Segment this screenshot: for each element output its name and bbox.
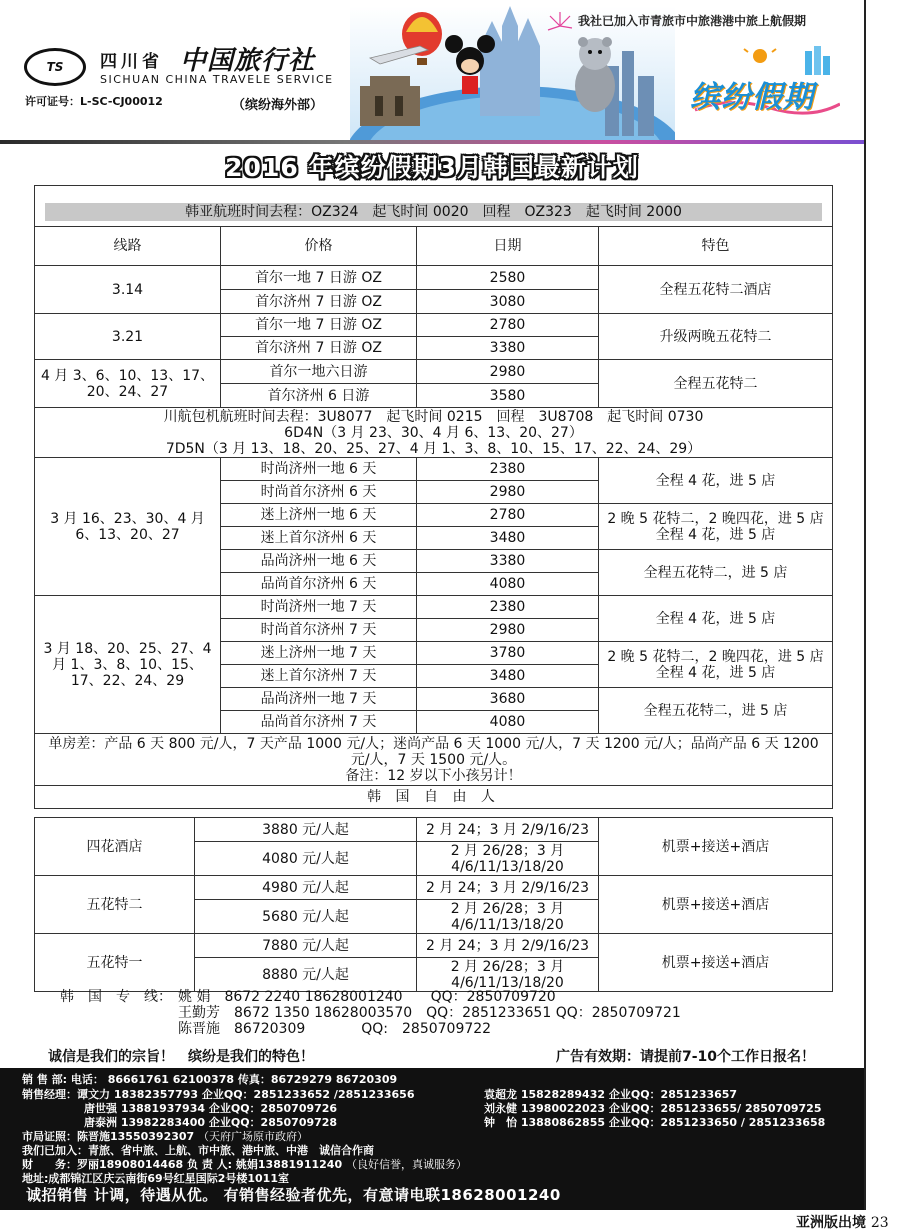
hotel-cell: 五花特一 [35,934,195,992]
contact-line: 陈晋施 86720309 QQ: 2850709722 [178,1021,492,1037]
price-cell: 3380 [417,337,599,360]
product-cell: 品尚济州一地 7 天 [221,688,417,711]
table-row [35,266,833,290]
flight-info-row [35,186,833,227]
feature-cell: 全程 4 花，进 5 店 [599,458,833,504]
product-cell: 时尚首尔济州 7 天 [221,619,417,642]
department-name: （缤纷海外部） [232,98,324,113]
mascot-bear-icon [575,37,615,112]
price-cell: 3880 元/人起 [195,818,417,842]
ad-validity-text: 广告有效期：请提前7-10个工作日报名！ [556,1049,816,1065]
price-cell: 3680 [417,688,599,711]
date-cell: 2 月 24；3 月 2/9/16/23 [417,934,599,958]
page-footer [796,1212,889,1232]
price-cell: 4980 元/人起 [195,876,417,900]
feature-cell: 全程五花特二 [599,360,833,408]
finance-contact: 财 务：罗丽18908014468 负 责 人: 姚娟13881911240 [22,1158,343,1171]
table-row [35,458,833,481]
finance-note: （良好信誉，真诚服务） [345,1158,467,1171]
date-cell: 2 月 26/28；3 月 4/6/11/13/18/20 [417,842,599,876]
route-cell: 4 月 3、6、10、13、17、20、24、27 [35,360,221,408]
table-row [35,596,833,619]
charter-flight-times: 川航包机航班时间去程：3U8077 起飞时间 0215 回程 3U8708 起飞时间 0730 [163,408,704,425]
column-header-date: 日期 [417,227,599,266]
slogan-text: 诚信是我们的宗旨！ 缤纷是我们的特色！ [48,1049,314,1065]
product-cell: 首尔济州 7 日游 OZ [221,337,417,360]
feature-cell: 2 晚 5 花特二，2 晚四花，进 5 店 全程 4 花，进 5 店 [599,642,833,688]
price-cell: 2980 [417,481,599,504]
includes-cell: 机票+接送+酒店 [599,934,833,992]
column-header-price: 价格 [221,227,417,266]
recruitment-notice: 诚招销售 计调，待遇从优。 有销售经验者优先，有意请电联18628001240 [26,1186,561,1204]
product-cell: 时尚首尔济州 6 天 [221,481,417,504]
includes-cell: 机票+接送+酒店 [599,876,833,934]
brand-logo-text: 缤纷假期 [690,80,814,115]
price-cell: 4080 [417,573,599,596]
price-cell: 4080 [417,711,599,734]
price-cell: 2980 [417,619,599,642]
price-cell: 3080 [417,290,599,314]
hotel-cell: 五花特二 [35,876,195,934]
product-cell: 时尚济州一地 6 天 [221,458,417,481]
price-cell: 2780 [417,504,599,527]
route-cell: 3.14 [35,266,221,314]
office-address: 地址:成都锦江区庆云南街69号红星国际2号楼1011室 [22,1172,289,1185]
product-cell: 时尚济州一地 7 天 [221,596,417,619]
date-cell: 2 月 24；3 月 2/9/16/23 [417,818,599,842]
sales-manager: 刘永健 13980022023 企业QQ：2851233655/ 2850709725 [484,1102,822,1115]
sales-manager: 唐世强 13881937934 企业QQ：2850709726 [84,1102,338,1115]
sales-dept-phone: 销 售 部: 电话： 86661761 62100378 传真：86729279 86720309 [22,1073,398,1086]
price-cell: 4080 元/人起 [195,842,417,876]
column-header-route: 线路 [35,227,221,266]
table-row [35,934,833,958]
feature-cell: 全程五花特二，进 5 店 [599,550,833,596]
date-cell: 2 月 26/28；3 月 4/6/11/13/18/20 [417,958,599,992]
price-cell: 3480 [417,527,599,550]
contact-line: 姚 娟 8672 2240 18628001240 QQ：2850709720 [178,989,556,1005]
korea-line-label: 韩 国 专 线： [60,989,172,1005]
partnership-notice: 我社已加入市青旅市中旅港港中旅上航假期 [578,14,807,28]
city-license-note: （天府广场原市政府） [198,1130,309,1143]
column-header-feature: 特色 [599,227,833,266]
feature-cell: 全程五花特二，进 5 店 [599,688,833,734]
single-room-surcharge: 单房差：产品 6 天 800 元/人，7 天产品 1000 元/人；迷尚产品 6 天 1000 元/人，7 天 1200 元/人；品尚产品 6 天 1200 元/人，7 天 1500 元/人。 [48,735,819,768]
free-travel-title: 韩 国 自 由 人 [35,786,833,809]
page-section-label: 亚洲版出境 [796,1215,866,1231]
table-header-row [35,227,833,266]
product-cell: 首尔济州 7 日游 OZ [221,290,417,314]
agency-province: 四川省 [100,52,163,72]
price-cell: 3480 [417,665,599,688]
product-cell: 首尔一地六日游 [221,360,417,384]
asiana-flight-info: 韩亚航班时间去程：OZ324 起飞时间 0020 回程 OZ323 起飞时间 2000 [45,203,822,221]
city-license: 市局证照：陈晋施13550392307 [22,1130,195,1143]
charter-flight-info-row [35,408,833,458]
free-travel-header-row [35,786,833,809]
price-cell: 2580 [417,266,599,290]
sales-manager: 袁超龙 15828289432 企业QQ：2851233657 [484,1088,738,1101]
price-cell: 2380 [417,596,599,619]
price-cell: 5680 元/人起 [195,900,417,934]
feature-cell: 升级两晚五花特二 [599,314,833,360]
product-cell: 首尔一地 7 日游 OZ [221,314,417,337]
header [0,0,864,145]
includes-cell: 机票+接送+酒店 [599,818,833,876]
agency-english-name: SICHUAN CHINA TRAVELE SERVICE [100,73,334,86]
price-cell: 3580 [417,384,599,408]
page-title: 2016 年缤纷假期3月韩国最新计划 [225,153,639,182]
contact-line: 王勤芳 8672 1350 18628003570 QQ：2851233651 QQ：2850709721 [178,1005,681,1021]
child-remark: 备注：12 岁以下小孩另计！ [345,767,522,784]
product-cell: 迷上济州一地 6 天 [221,504,417,527]
footer-contacts [0,1068,864,1210]
table-row [35,818,833,842]
itinerary-table [34,185,833,809]
route-cell: 3 月 18、20、25、27、4 月 1、3、8、10、15、17、22、24、29 [35,596,221,734]
sales-manager: 唐泰洲 13982283400 企业QQ：2850709728 [84,1116,338,1129]
partners-joined: 我们已加入：青旅、省中旅、上航、市中旅、港中旅、中港 诚信合作商 [22,1144,374,1157]
agency-name: 中国旅行社 [180,46,316,76]
product-cell: 迷上首尔济州 7 天 [221,665,417,688]
route-cell: 3.21 [35,314,221,360]
price-cell: 3780 [417,642,599,665]
price-cell: 2980 [417,360,599,384]
table-row [35,876,833,900]
product-cell: 品尚首尔济州 6 天 [221,573,417,596]
product-cell: 品尚首尔济州 7 天 [221,711,417,734]
price-cell: 7880 元/人起 [195,934,417,958]
agency-logo: TS [24,48,86,86]
page-number: 23 [870,1215,889,1231]
korea-line-contacts [60,989,681,1037]
product-cell: 迷上济州一地 7 天 [221,642,417,665]
price-cell: 8880 元/人起 [195,958,417,992]
product-cell: 迷上首尔济州 6 天 [221,527,417,550]
license-number: 许可证号：L-SC-CJ00012 [25,95,163,108]
feature-cell: 全程五花特二酒店 [599,266,833,314]
feature-cell: 全程 4 花，进 5 店 [599,596,833,642]
charter-6d4n-dates: 6D4N（3 月 23、30、4 月 6、13、20、27） [284,424,583,441]
free-travel-table [34,817,833,992]
price-cell: 2780 [417,314,599,337]
table-row [35,360,833,384]
hotel-cell: 四花酒店 [35,818,195,876]
price-cell: 3380 [417,550,599,573]
table-row [35,314,833,337]
price-cell: 2380 [417,458,599,481]
date-cell: 2 月 24；3 月 2/9/16/23 [417,876,599,900]
charter-7d5n-dates: 7D5N（3 月 13、18、20、25、27、4 月 1、3、8、10、15、17、22、24、29） [165,440,702,457]
route-cell: 3 月 16、23、30、4 月 6、13、20、27 [35,458,221,596]
product-cell: 品尚济州一地 6 天 [221,550,417,573]
sales-manager: 销售经理：谭文力 18382357793 企业QQ：2851233652 /2851233656 [22,1088,415,1101]
date-cell: 2 月 26/28；3 月 4/6/11/13/18/20 [417,900,599,934]
sales-manager: 钟 怡 13880862855 企业QQ：2851233650 / 2851233658 [484,1116,826,1129]
header-divider [0,140,864,144]
feature-cell: 2 晚 5 花特二，2 晚四花，进 5 店 全程 4 花，进 5 店 [599,504,833,550]
slogan-bar [0,1042,864,1068]
product-cell: 首尔一地 7 日游 OZ [221,266,417,290]
product-cell: 首尔济州 6 日游 [221,384,417,408]
notes-row [35,734,833,786]
